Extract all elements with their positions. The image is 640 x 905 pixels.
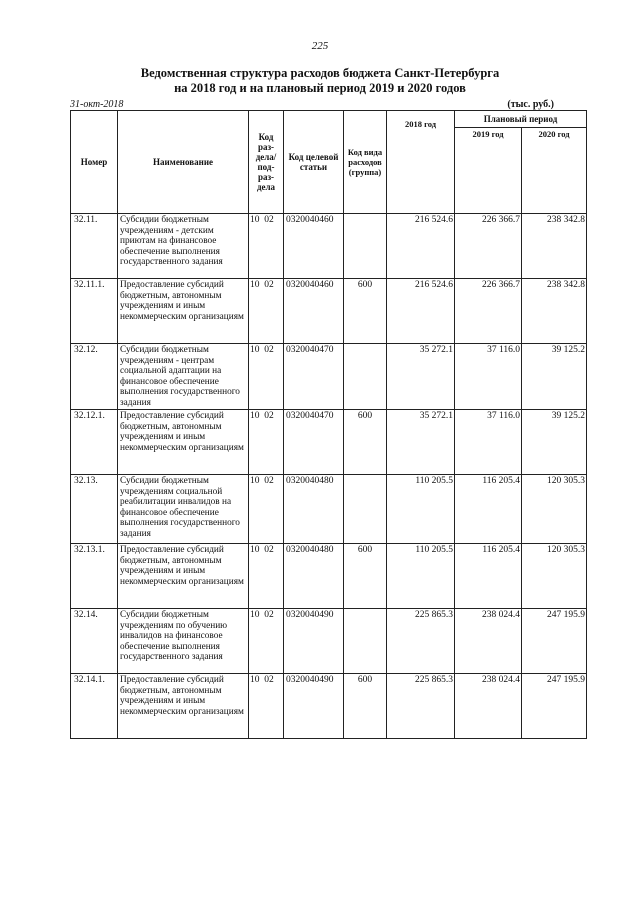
header-section-code: Код раз-дела/ под-раз-дела bbox=[249, 111, 284, 214]
row-target-code: 0320040460 bbox=[284, 279, 344, 344]
row-amount-2018: 110 205.5 bbox=[387, 544, 455, 609]
row-amount-2018: 216 524.6 bbox=[387, 214, 455, 279]
row-section-code: 10 02 bbox=[249, 609, 284, 674]
header-number: Номер bbox=[71, 111, 118, 214]
row-number: 32.11.1. bbox=[71, 279, 118, 344]
row-amount-2019: 116 205.4 bbox=[455, 475, 522, 544]
row-number: 32.11. bbox=[71, 214, 118, 279]
row-expense-type: 600 bbox=[344, 279, 387, 344]
row-amount-2019: 226 366.7 bbox=[455, 279, 522, 344]
row-name: Субсидии бюджетным учреждениям - детским приютам на финансовое обеспечение выполнения государственного задания bbox=[118, 214, 249, 279]
header-planned-period: Плановый период bbox=[455, 111, 587, 128]
title-line-1: Ведомственная структура расходов бюджета Санкт-Петербурга bbox=[140, 66, 500, 80]
row-amount-2020: 238 342.8 bbox=[522, 214, 587, 279]
header-target-code: Код целевой статьи bbox=[284, 111, 344, 214]
row-target-code: 0320040460 bbox=[284, 214, 344, 279]
row-name: Предоставление субсидий бюджетным, автономным учреждениям и иным некоммерческим организациям bbox=[118, 544, 249, 609]
row-name: Предоставление субсидий бюджетным, автономным учреждениям и иным некоммерческим организациям bbox=[118, 674, 249, 739]
table-row bbox=[71, 544, 587, 609]
row-amount-2020: 120 305.3 bbox=[522, 544, 587, 609]
row-target-code: 0320040480 bbox=[284, 475, 344, 544]
row-amount-2020: 39 125.2 bbox=[522, 344, 587, 410]
row-expense-type: 600 bbox=[344, 544, 387, 609]
header-year-2020: 2020 год bbox=[522, 128, 587, 214]
row-amount-2018: 35 272.1 bbox=[387, 344, 455, 410]
row-number: 32.14. bbox=[71, 609, 118, 674]
table-row bbox=[71, 214, 587, 279]
header-year-2019: 2019 год bbox=[455, 128, 522, 214]
row-number: 32.14.1. bbox=[71, 674, 118, 739]
row-section-code: 10 02 bbox=[249, 475, 284, 544]
row-amount-2018: 110 205.5 bbox=[387, 475, 455, 544]
row-section-code: 10 02 bbox=[249, 674, 284, 739]
row-number: 32.13.1. bbox=[71, 544, 118, 609]
row-amount-2019: 238 024.4 bbox=[455, 609, 522, 674]
row-name: Субсидии бюджетным учреждениям - центрам социальной адаптации на финансовое обеспечение выполнения государственного задания bbox=[118, 344, 249, 410]
header-name: Наименование bbox=[118, 111, 249, 214]
document-title bbox=[0, 66, 640, 96]
table-row bbox=[71, 674, 587, 739]
row-target-code: 0320040480 bbox=[284, 544, 344, 609]
row-amount-2020: 247 195.9 bbox=[522, 674, 587, 739]
row-expense-type: 600 bbox=[344, 674, 387, 739]
row-amount-2019: 37 116.0 bbox=[455, 344, 522, 410]
report-date: 31-окт-2018 bbox=[70, 99, 124, 110]
row-amount-2020: 120 305.3 bbox=[522, 475, 587, 544]
table-row bbox=[71, 609, 587, 674]
row-target-code: 0320040470 bbox=[284, 344, 344, 410]
row-expense-type bbox=[344, 609, 387, 674]
row-number: 32.12.1. bbox=[71, 410, 118, 475]
row-amount-2019: 116 205.4 bbox=[455, 544, 522, 609]
row-amount-2018: 35 272.1 bbox=[387, 410, 455, 475]
row-expense-type: 600 bbox=[344, 410, 387, 475]
row-amount-2019: 37 116.0 bbox=[455, 410, 522, 475]
row-section-code: 10 02 bbox=[249, 214, 284, 279]
row-number: 32.13. bbox=[71, 475, 118, 544]
row-name: Предоставление субсидий бюджетным, автономным учреждениям и иным некоммерческим организациям bbox=[118, 279, 249, 344]
row-target-code: 0320040490 bbox=[284, 674, 344, 739]
row-amount-2020: 247 195.9 bbox=[522, 609, 587, 674]
row-amount-2019: 226 366.7 bbox=[455, 214, 522, 279]
row-expense-type bbox=[344, 214, 387, 279]
row-expense-type bbox=[344, 475, 387, 544]
row-name: Субсидии бюджетным учреждениям социальной реабилитации инвалидов на финансовое обеспечение выполнения государственного задания bbox=[118, 475, 249, 544]
row-section-code: 10 02 bbox=[249, 279, 284, 344]
row-section-code: 10 02 bbox=[249, 410, 284, 475]
header-year-2018: 2018 год bbox=[387, 111, 455, 214]
table-body bbox=[71, 214, 587, 739]
title-line-2: на 2018 год и на плановый период 2019 и 2020 годов bbox=[174, 81, 466, 95]
row-target-code: 0320040470 bbox=[284, 410, 344, 475]
header-expense-type-code: Код вида расходов (группа) bbox=[344, 111, 387, 214]
table-row bbox=[71, 279, 587, 344]
row-name: Предоставление субсидий бюджетным, автономным учреждениям и иным некоммерческим организациям bbox=[118, 410, 249, 475]
row-target-code: 0320040490 bbox=[284, 609, 344, 674]
row-number: 32.12. bbox=[71, 344, 118, 410]
row-amount-2018: 225 865.3 bbox=[387, 674, 455, 739]
units-label: (тыс. руб.) bbox=[507, 99, 554, 110]
table-row bbox=[71, 475, 587, 544]
budget-table bbox=[70, 110, 587, 739]
page-number: 225 bbox=[311, 40, 329, 52]
row-amount-2018: 225 865.3 bbox=[387, 609, 455, 674]
row-section-code: 10 02 bbox=[249, 544, 284, 609]
row-amount-2019: 238 024.4 bbox=[455, 674, 522, 739]
table-row bbox=[71, 410, 587, 475]
table-row bbox=[71, 344, 587, 410]
row-amount-2020: 238 342.8 bbox=[522, 279, 587, 344]
row-expense-type bbox=[344, 344, 387, 410]
row-name: Субсидии бюджетным учреждениям по обучению инвалидов на финансовое обеспечение выполнения государственного задания bbox=[118, 609, 249, 674]
row-amount-2018: 216 524.6 bbox=[387, 279, 455, 344]
row-amount-2020: 39 125.2 bbox=[522, 410, 587, 475]
row-section-code: 10 02 bbox=[249, 344, 284, 410]
